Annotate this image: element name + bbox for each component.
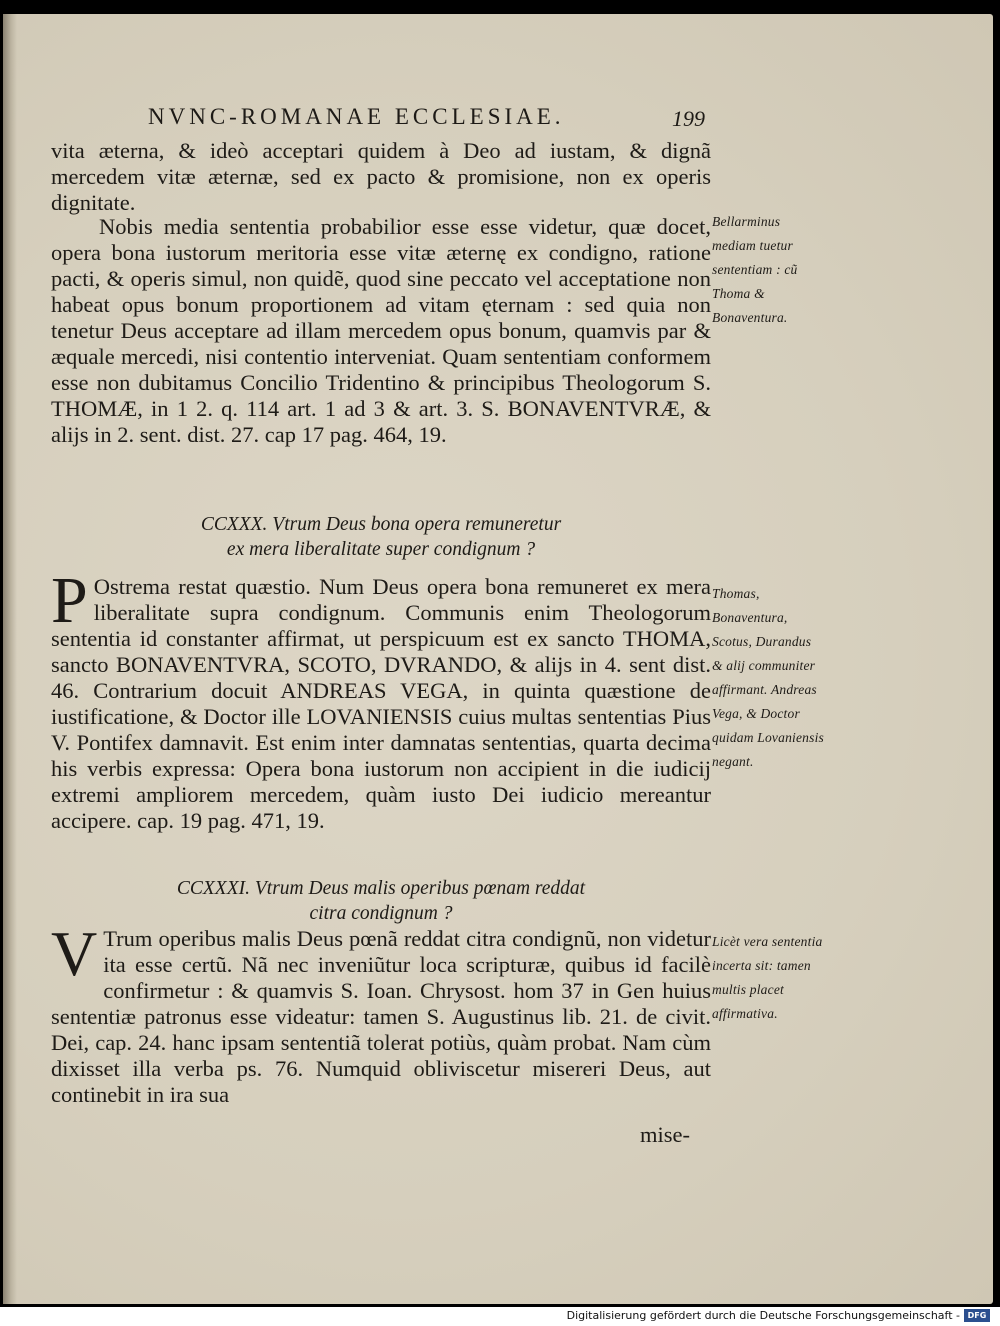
margin-note-bellarminus: Bellarminus mediam tuetur sententiam : cũ Thoma & Bonaventura. [712, 214, 798, 325]
paragraph-continuation [51, 138, 711, 216]
margin-note-licet: Licèt vera sententia incerta sit: tamen multis placet affirmativa. [712, 934, 823, 1021]
paragraph-text: Ostrema restat quæstio. Num Deus opera bona remuneret ex mera liberalitate supra condignum. Communis enim Theologorum sententia id constanter affirmat, ut perspicuum est ex sancto THOMA, sancto BONAVENTVRA, SCOTO, DVRANDO, & alijs in 4. sent dist. 46. Contrarium docuit ANDREAS VEGA, in quinta quæstione de iustificatione, & Doctor ille LOVANIENSIS cuius multas sententias Pius V. Pontifex damnavit. Est enim inter damnatas sententias, quarta decima his verbis expressa: Opera bona iustorum non accipient in die iudicij extremi ampliorem mercedem, quàm iusto Dei iudicio mereantur accipere. cap. 19 pag. 471, 19. [51, 574, 711, 833]
margin-note-thomas: Thomas, Bonaventura, Scotus, Durandus & alij communiter affirmant. Andreas Vega, & Doctor quidam Lovaniensis negant. [712, 586, 824, 769]
drop-cap: P [51, 564, 88, 637]
paragraph-text: Trum operibus malis Deus pœnã reddat citra condignũ, non videtur ita esse certũ. Nã nec inveniũtur loca scripturæ, quibus id facilè confirmetur : & quamvis S. Ioan. Chrysost. hom 37 in Gen huius sententiæ patronus esse videatur: tamen S. Augustinus lib. 21. de civit. Dei, cap. 24. hanc ipsam sententiã tolerat potiùs, quàm probat. Nam cùm dixisset illa verba ps. 76. Numquid obliviscetur misereri Deus, aut continebit in ira sua [51, 926, 711, 1107]
footer-credit: Digitalisierung gefördert durch die Deutsche Forschungsgemeinschaft - [566, 1309, 960, 1322]
drop-cap: V [51, 918, 98, 989]
page-gutter-shadow [3, 14, 17, 1304]
heading-line: CCXXX. Vtrum Deus bona opera remuneretur [200, 514, 562, 535]
heading-line: citra condignum ? [309, 903, 453, 924]
catchword: mise- [640, 1122, 690, 1147]
paragraph-text: Nobis media sententia probabilior esse esse videtur, quæ docet, opera bona iustorum meritoria esse vitæ æternę ex condigno, ratione pacti, & operis simul, non quidẽ, quod sine peccato vel acceptatione non habeat opus bonum proportionem ad vitam ęternam : sed quia non tenetur Deus acceptare ad illam mercedem opus bonum, quamvis par & æquale mercedi, nisi contentio interveniat. Quam sententiam conformem esse non dubitamus Concilio Tridentino & principibus Theologorum S. THOMÆ, in 1 2. q. 114 art. 1 ad 3 & art. 3. S. BONAVENTVRÆ, & alijs in 2. sent. dist. 27. cap 17 pag. 464, 19. [51, 214, 711, 447]
paragraph-vtrum [51, 918, 711, 1108]
paragraph-postrema [51, 564, 711, 834]
heading-line: ex mera liberalitate super condignum ? [226, 539, 536, 560]
dfg-logo-icon: DFG [964, 1309, 990, 1322]
section-heading-ccxxxi [51, 876, 711, 926]
paragraph-text: vita æterna, & ideò acceptari quidem à Deo ad iustam, & dignã mercedem vitæ æternæ, sed ex pacto & promisione, non ex operis dignitate. [51, 138, 711, 215]
paragraph-nobis-media [51, 214, 711, 448]
section-heading-ccxxx [51, 512, 711, 562]
heading-line: CCXXXI. Vtrum Deus malis operibus pœnam reddat [176, 878, 586, 899]
page-number: 199 [672, 106, 705, 131]
running-head: NVNC-ROMANAE ECCLESIAE. [148, 104, 565, 129]
